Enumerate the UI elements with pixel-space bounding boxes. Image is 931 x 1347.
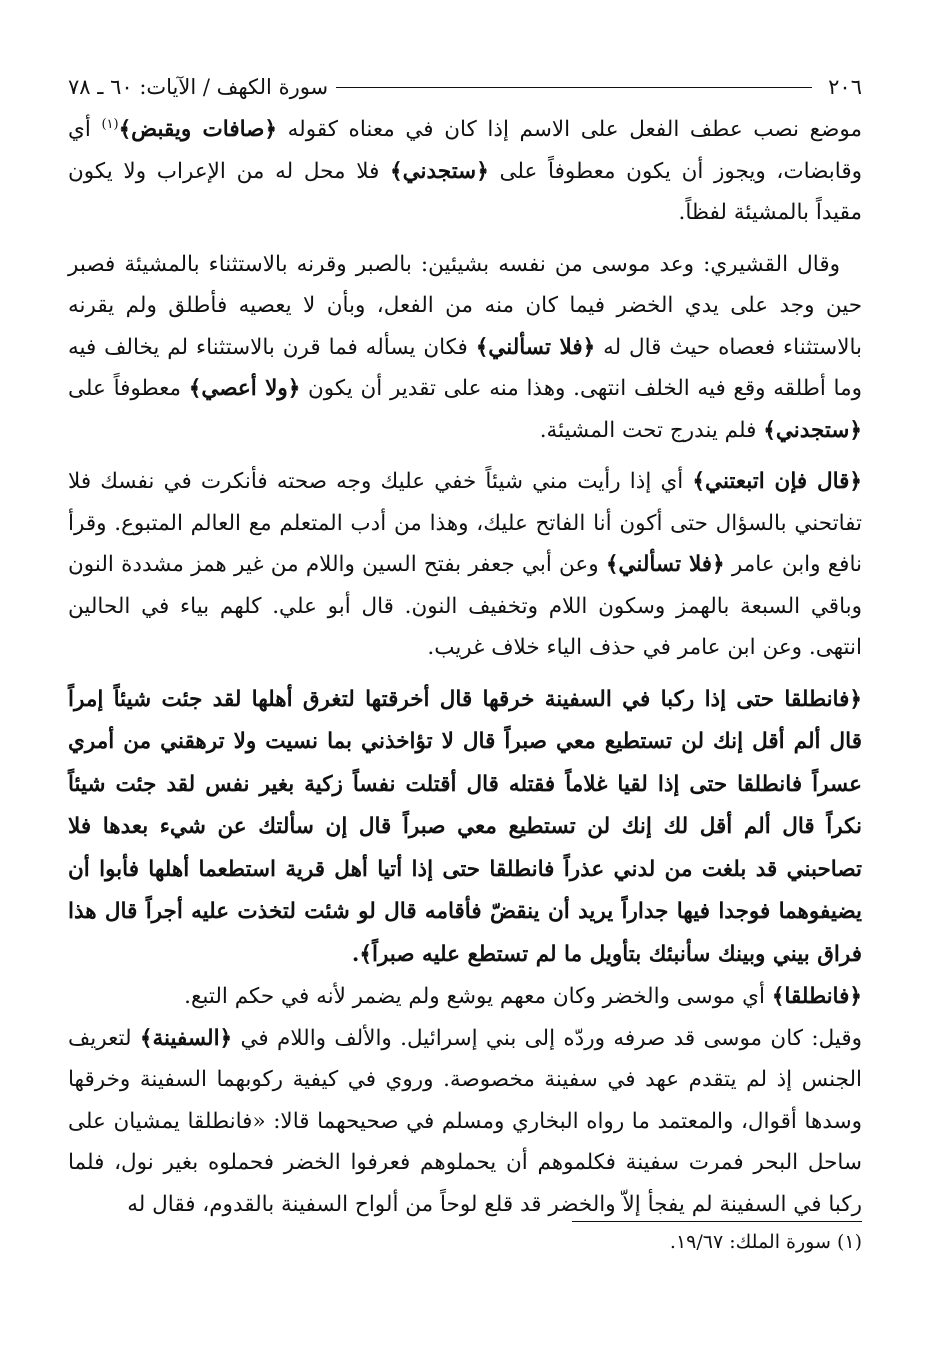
text: فكان يسأله فما قرن بالاستثناء لم يخالف فيه وما أطلقه وقع فيه الخلف انتهى. وهذا منه على تقدير أن يكون	[68, 334, 862, 402]
quran-quote: ﴿فلا تسألني﴾	[475, 334, 596, 360]
text: أي موسى والخضر وكان معهم يوشع ولم يضمر لأنه في حكم التبع.	[184, 984, 772, 1010]
header-rule	[336, 87, 812, 88]
footnote-rule	[572, 1221, 862, 1222]
paragraph-2	[68, 244, 862, 452]
text: وقال القشيري: وعد موسى من نفسه بشيئين: بالصبر وقرنه بالاستثناء بالمشيئة فصبر حين وجد على يدي الخضر فيما كان منه من الفعل، وبأن لا يعصيه فأطلق ولم يقرنه بالاستثناء فعصاه حيث قال له	[68, 251, 862, 360]
footnote: (١) سورة الملك: ١٩/٦٧.	[669, 1231, 862, 1253]
paragraph-3	[68, 461, 862, 669]
verse-text: ﴿فانطلقا حتى إذا ركبا في السفينة خرقها قال أخرقتها لتغرق أهلها لقد جئت شيئاً إمراً قال ألم أقل إنك لن تستطيع معي صبراً قال لا تؤاخذني بما نسيت ولا ترهقني من أمري عسراً فانطلقا حتى إذا لقيا غلاماً فقتله قال أقتلت نفساً زكية بغير نفس لقد جئت شيئاً نكراً قال ألم أقل لك إنك لن تستطيع معي صبراً قال إن سألتك عن شيء بعدها فلا تصاحبني قد بلغت من لدني عذراً فانطلقا حتى إذا أتيا أهل قرية استطعما أهلها فأبوا أن يضيفوهما فوجدا فيها جداراً يريد أن ينقضّ فأقامه قال لو شئت لتخذت عليه أجراً قال هذا فراق بيني وبينك سأنبئك بتأويل ما لم تستطع عليه صبراً﴾.	[68, 686, 862, 967]
page-header	[68, 70, 862, 104]
paragraph-1	[68, 104, 862, 234]
text: وعن أبي جعفر بفتح السين واللام من غير همز مشددة النون وباقي السبعة بالهمز وسكون اللام وتخفيف النون. قال أبو علي. كلهم بياء في الحالين انتهى. وعن ابن عامر في حذف الياء خلاف غريب.	[68, 552, 862, 661]
footnote-marker: (١)	[101, 117, 119, 132]
text: معطوفاً على	[68, 376, 189, 402]
text: وقيل: كان موسى قد صرفه وردّه إلى بني إسرائيل. والألف واللام في	[232, 1025, 862, 1051]
quran-quote: ﴿السفينة﴾	[139, 1025, 233, 1051]
book-page	[68, 70, 862, 1300]
text: فلا محل له من الإعراب ولا يكون مقيداً بالمشيئة لفظاً.	[68, 158, 862, 226]
text: موضع نصب عطف الفعل على الاسم إذا كان في معناه كقوله	[277, 117, 862, 143]
text: فلم يندرج تحت المشيئة.	[539, 417, 764, 443]
verse-block	[68, 679, 862, 977]
quran-quote: ﴿فانطلقا﴾	[771, 984, 862, 1010]
text: أي وقابضات، ويجوز أن يكون معطوفاً على	[68, 117, 863, 184]
quran-quote: ﴿ستجدني﴾	[763, 417, 862, 443]
quran-quote: ﴿ولا أعصي﴾	[188, 376, 301, 402]
quran-quote: ﴿فلا تسألني﴾	[605, 552, 725, 578]
page-number: ٢٠٦	[828, 75, 862, 99]
paragraph-6	[68, 1018, 862, 1226]
text: أي إذا رأيت مني شيئاً خفي عليك وجه صحته فأنكرت في نفسك فلا تفاتحني بالسؤال حتى أكون أنا الفاتح عليك، وهذا من أدب المتعلم مع العالم المتبوع. وقرأ نافع وابن عامر	[68, 469, 862, 578]
quran-quote: ﴿صافات ويقبض﴾	[118, 117, 277, 143]
quran-quote: ﴿قال فإن اتبعتني﴾	[692, 469, 862, 495]
quran-quote: ﴿ستجدني﴾	[390, 158, 489, 184]
chapter-title: سورة الكهف / الآيات: ٦٠ ـ ٧٨	[68, 75, 329, 99]
paragraph-5	[68, 976, 862, 1018]
text: لتعريف الجنس إذ لم يتقدم عهد في سفينة مخصوصة. وروي في كيفية ركوبهما السفينة وخرقها وسدها أقوال، والمعتمد ما رواه البخاري ومسلم في صحيحهما قالا: «فانطلقا يمشيان على ساحل البحر فمرت سفينة فكلموهم أن يحملوهم فعرفوا الخضر فحملوه بغير نول، فلما ركبا في السفينة لم يفجأ إلاّ والخضر قد قلع لوحاً من ألواح السفينة بالقدوم، فقال له	[68, 1025, 862, 1217]
